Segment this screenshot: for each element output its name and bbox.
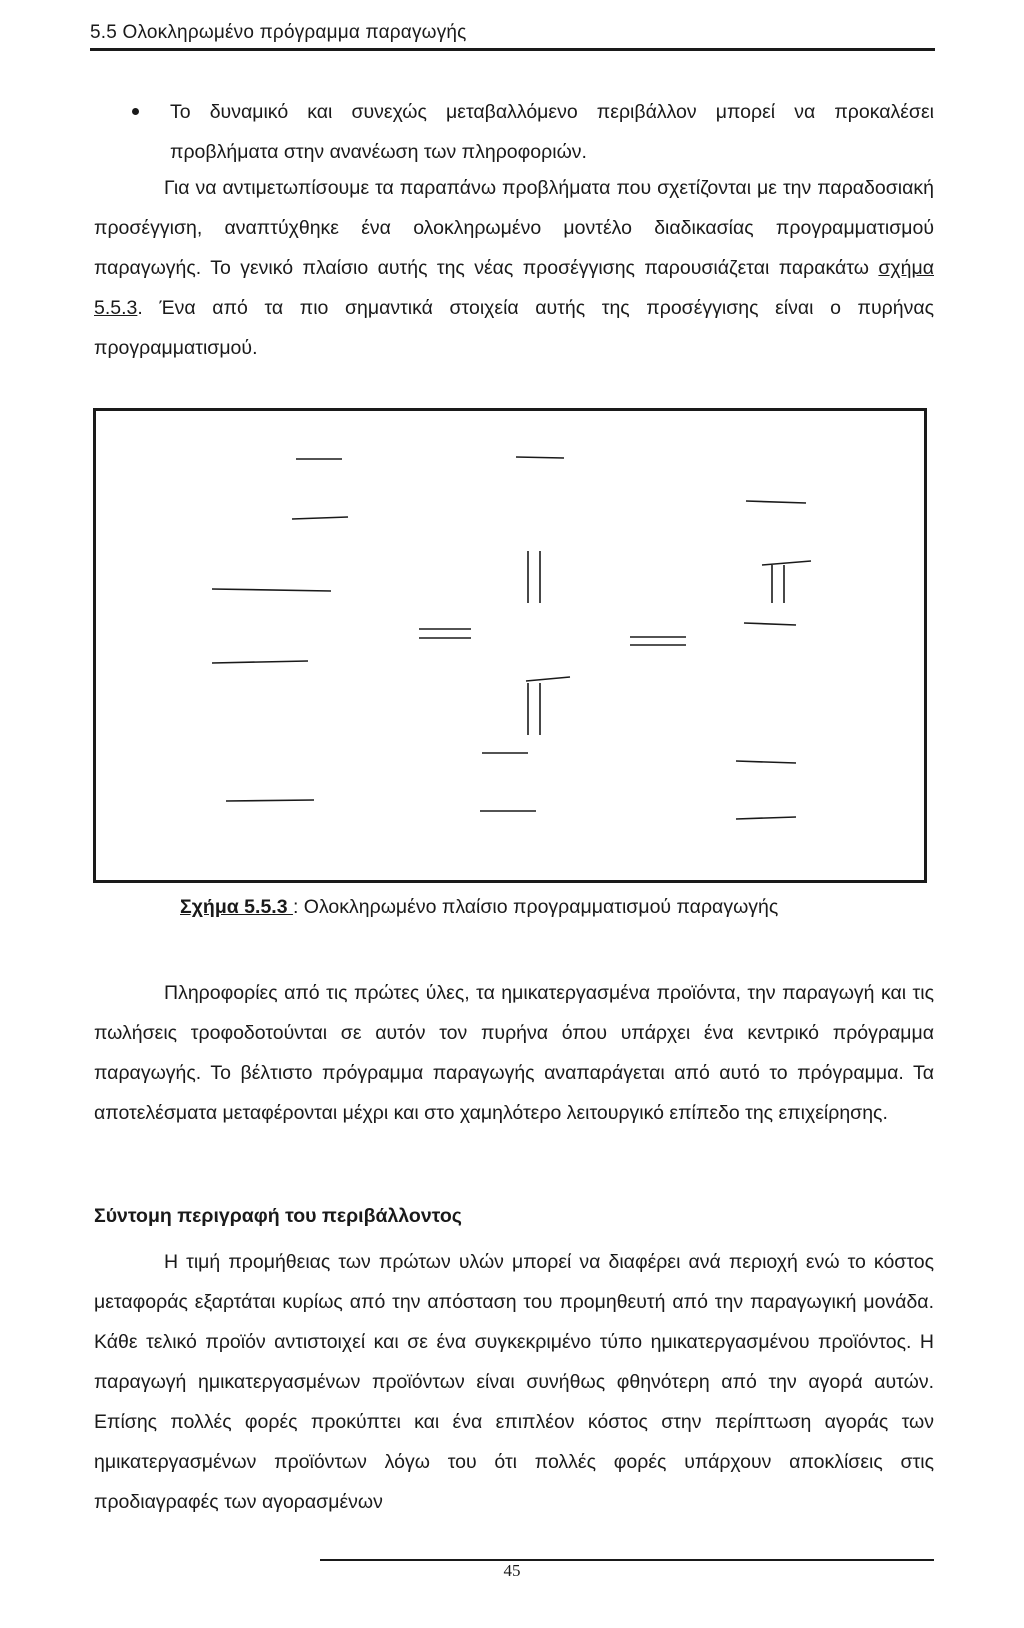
diagram-line: [744, 623, 796, 625]
section-paragraph: Η τιμή προμήθειας των πρώτων υλών μπορεί να διαφέρει ανά περιοχή ενώ το κόστος μεταφοράς εξαρτάται κυρίως από την απόσταση του προμηθευτή από την παραγωγική μονάδα. Κάθε τελικό προϊόν αντιστοιχεί και σε ένα συγκεκριμένο τύπο ημικατεργασμένου προϊόντος. Η παραγωγή ημικατεργασμένων προϊόντων είναι συνήθως φθηνότερη από την αγορά αυτών. Επίσης πολλές φορές προκύπτει και ένα επιπλέον κόστος στην περίπτωση αγοράς των ημικατεργασμένων προϊόντων λόγω του ότι πολλές φορές υπάρχουν αποκλίσεις στις προδιαγραφές των αγορασμένων: [94, 1251, 934, 1513]
figure-diagram: [96, 411, 924, 880]
diagram-line: [212, 589, 331, 591]
diagram-line: [212, 661, 308, 663]
section-heading: Σύντομη περιγραφή του περιβάλλοντος: [94, 1205, 462, 1227]
figure-reference: σχήμα 5.5.3: [94, 257, 934, 319]
intro-paragraph: [94, 168, 934, 368]
figure-caption: [180, 896, 778, 919]
bullet-icon: [132, 108, 139, 115]
intro-text-a: Για να αντιμετωπίσουμε τα παραπάνω προβλήματα που σχετίζονται με την παραδοσιακή προσέγγιση, αναπτύχθηκε ένα ολοκληρωμένο μοντέλο διαδικασίας προγραμματισμού παραγωγής. Το γενικό πλαίσιο αυτής της νέας προσέγγισης παρουσιάζεται παρακάτω: [94, 177, 934, 279]
page-number: 45: [503, 1561, 521, 1580]
diagram-line: [736, 817, 796, 819]
diagram-line: [736, 761, 796, 763]
diagram-line: [516, 457, 564, 458]
figure-frame: [93, 408, 927, 883]
diagram-line: [526, 677, 570, 681]
body-paragraph: Πληροφορίες από τις πρώτες ύλες, τα ημικατεργασμένα προϊόντα, την παραγωγή και τις πωλήσεις τροφοδοτούνται σε αυτόν τον πυρήνα όπου υπάρχει ένα κεντρικό πρόγραμμα παραγωγής. Το βέλτιστο πρόγραμμα παραγωγής αναπαράγεται από αυτό το πρόγραμμα. Τα αποτελέσματα μεταφέρονται μέχρι και στο χαμηλότερο λειτουργικό επίπεδο της επιχείρησης.: [94, 982, 934, 1124]
header-rule: [90, 48, 935, 51]
intro-text-b: . Ένα από τα πιο σημαντικά στοιχεία αυτής της προσέγγισης είναι ο πυρήνας προγραμματισμού.: [94, 297, 934, 359]
diagram-line: [226, 800, 314, 801]
caption-text: : Ολοκληρωμένο πλαίσιο προγραμματισμού παραγωγής: [292, 896, 779, 918]
diagram-line: [746, 501, 806, 503]
caption-label: Σχήμα 5.5.3: [180, 896, 293, 918]
running-header: 5.5 Ολοκληρωμένο πρόγραμμα παραγωγής: [90, 22, 467, 43]
diagram-line: [762, 561, 811, 565]
diagram-line: [292, 517, 348, 519]
bullet-paragraph: Το δυναμικό και συνεχώς μεταβαλλόμενο περιβάλλον μπορεί να προκαλέσει προβλήματα στην ανανέωση των πληροφοριών.: [170, 101, 934, 163]
